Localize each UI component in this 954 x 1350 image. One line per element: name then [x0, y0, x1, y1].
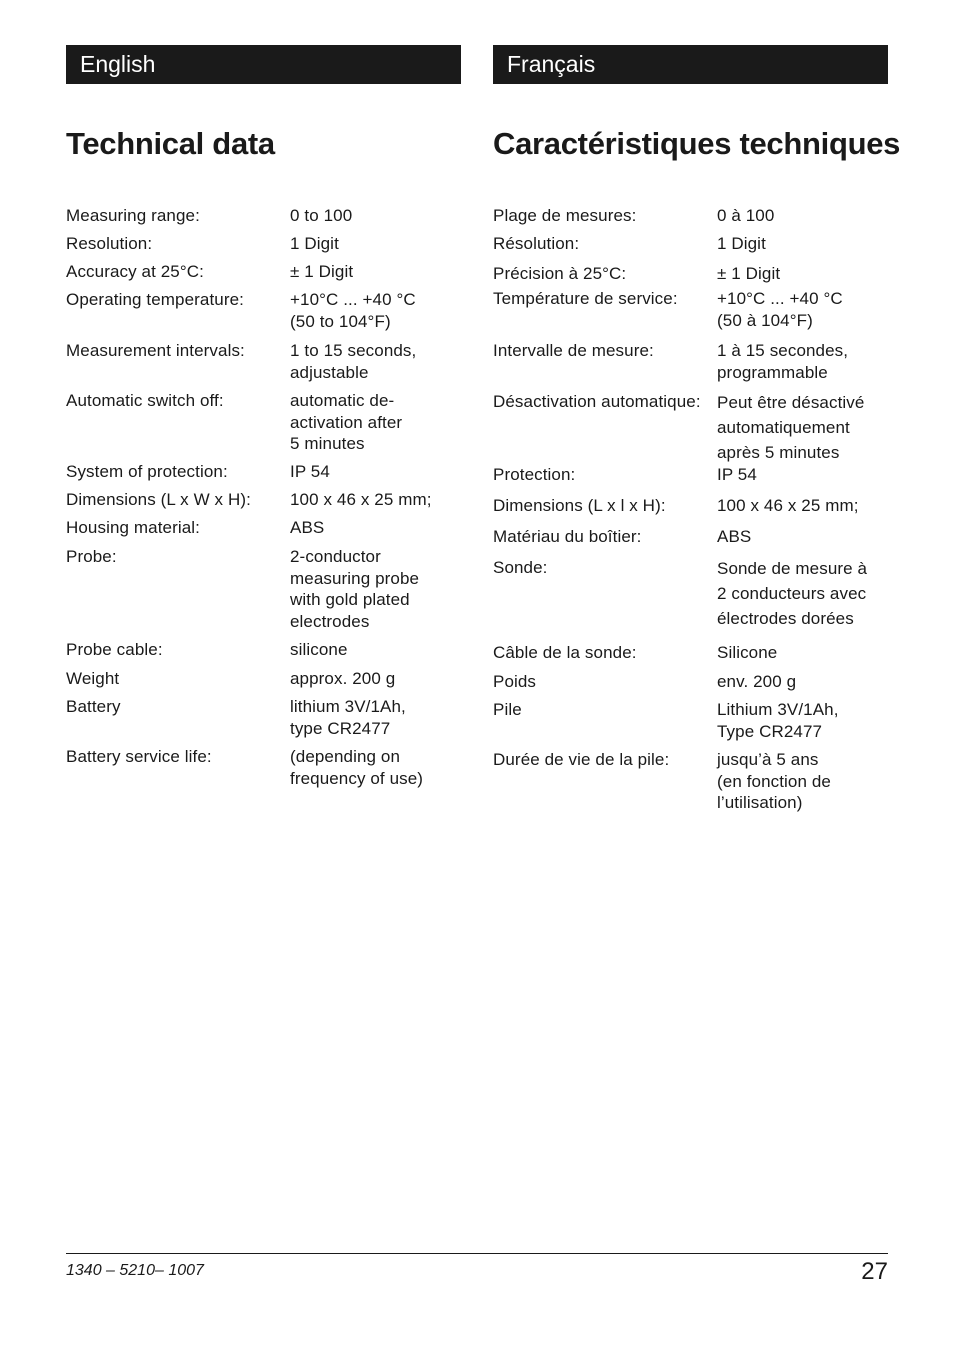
- spec-value: ABS: [290, 518, 325, 537]
- spec-value: Peut être désactivé automatiquement après 5 minutes: [717, 393, 865, 462]
- spec-value: ± 1 Digit: [717, 264, 781, 283]
- spec-label: Matériau du boîtier:: [493, 527, 642, 546]
- spec-label: Accuracy at 25°C:: [66, 262, 204, 281]
- spec-value: IP 54: [290, 462, 330, 481]
- spec-label: Resolution:: [66, 234, 153, 253]
- spec-label: Pile: [493, 700, 522, 719]
- language-header-french: Français: [493, 45, 888, 84]
- spec-value: IP 54: [717, 465, 757, 484]
- spec-value: env. 200 g: [717, 672, 797, 691]
- spec-value: Silicone: [717, 643, 778, 662]
- spec-label: Résolution:: [493, 234, 580, 253]
- spec-label: Intervalle de mesure:: [493, 341, 654, 360]
- spec-value: ± 1 Digit: [290, 262, 354, 281]
- spec-label: Probe cable:: [66, 640, 163, 659]
- spec-value: lithium 3V/1Ah, type CR2477: [290, 697, 406, 738]
- spec-value: ABS: [717, 527, 752, 546]
- spec-value: +10°C ... +40 °C (50 à 104°F): [717, 289, 843, 330]
- spec-value: jusqu’à 5 ans (en fonction de l’utilisation): [717, 750, 831, 812]
- spec-label: Protection:: [493, 465, 576, 484]
- spec-label: Weight: [66, 669, 120, 688]
- footer-divider: [66, 1253, 888, 1254]
- page-title-french: Caractéristiques techniques: [493, 126, 901, 161]
- spec-value: silicone: [290, 640, 348, 659]
- document-number: 1340 – 5210– 1007: [66, 1262, 204, 1279]
- spec-label: Measurement intervals:: [66, 341, 245, 360]
- spec-label: Précision à 25°C:: [493, 264, 627, 283]
- spec-value: 100 x 46 x 25 mm;: [290, 490, 432, 509]
- spec-value: Lithium 3V/1Ah, Type CR2477: [717, 700, 839, 741]
- spec-label: Housing material:: [66, 518, 200, 537]
- spec-label: Battery service life:: [66, 747, 212, 766]
- language-header-english: English: [66, 45, 461, 84]
- spec-label: Sonde:: [493, 558, 548, 577]
- spec-label: Automatic switch off:: [66, 391, 224, 410]
- spec-value: automatic de- activation after 5 minutes: [290, 391, 403, 453]
- spec-label: Câble de la sonde:: [493, 643, 637, 662]
- spec-value: 0 à 100: [717, 206, 775, 225]
- spec-label: Operating temperature:: [66, 290, 244, 309]
- spec-label: Measuring range:: [66, 206, 200, 225]
- page-title-english: Technical data: [66, 126, 275, 161]
- spec-value: 1 to 15 seconds, adjustable: [290, 341, 417, 382]
- spec-value: 1 Digit: [717, 234, 766, 253]
- spec-label: Durée de vie de la pile:: [493, 750, 670, 769]
- spec-value: 0 to 100: [290, 206, 353, 225]
- spec-value: approx. 200 g: [290, 669, 396, 688]
- spec-value: Sonde de mesure à 2 conducteurs avec électrodes dorées: [717, 559, 868, 628]
- spec-label: Dimensions (L x W x H):: [66, 490, 251, 509]
- spec-label: Battery: [66, 697, 121, 716]
- spec-label: Poids: [493, 672, 537, 691]
- spec-label: Dimensions (L x l x H):: [493, 496, 666, 515]
- spec-value: 1 Digit: [290, 234, 339, 253]
- spec-label: Température de service:: [493, 289, 678, 308]
- spec-value: 1 à 15 secondes, programmable: [717, 341, 849, 382]
- spec-label: System of protection:: [66, 462, 228, 481]
- spec-value: 2-conductor measuring probe with gold plated electrodes: [290, 547, 420, 631]
- spec-label: Plage de mesures:: [493, 206, 637, 225]
- spec-value: 100 x 46 x 25 mm;: [717, 496, 859, 515]
- spec-label: Probe:: [66, 547, 117, 566]
- page-number: 27: [861, 1258, 888, 1285]
- spec-value: +10°C ... +40 °C (50 to 104°F): [290, 290, 416, 331]
- spec-value: (depending on frequency of use): [290, 747, 424, 788]
- spec-label: Désactivation automatique:: [493, 392, 701, 411]
